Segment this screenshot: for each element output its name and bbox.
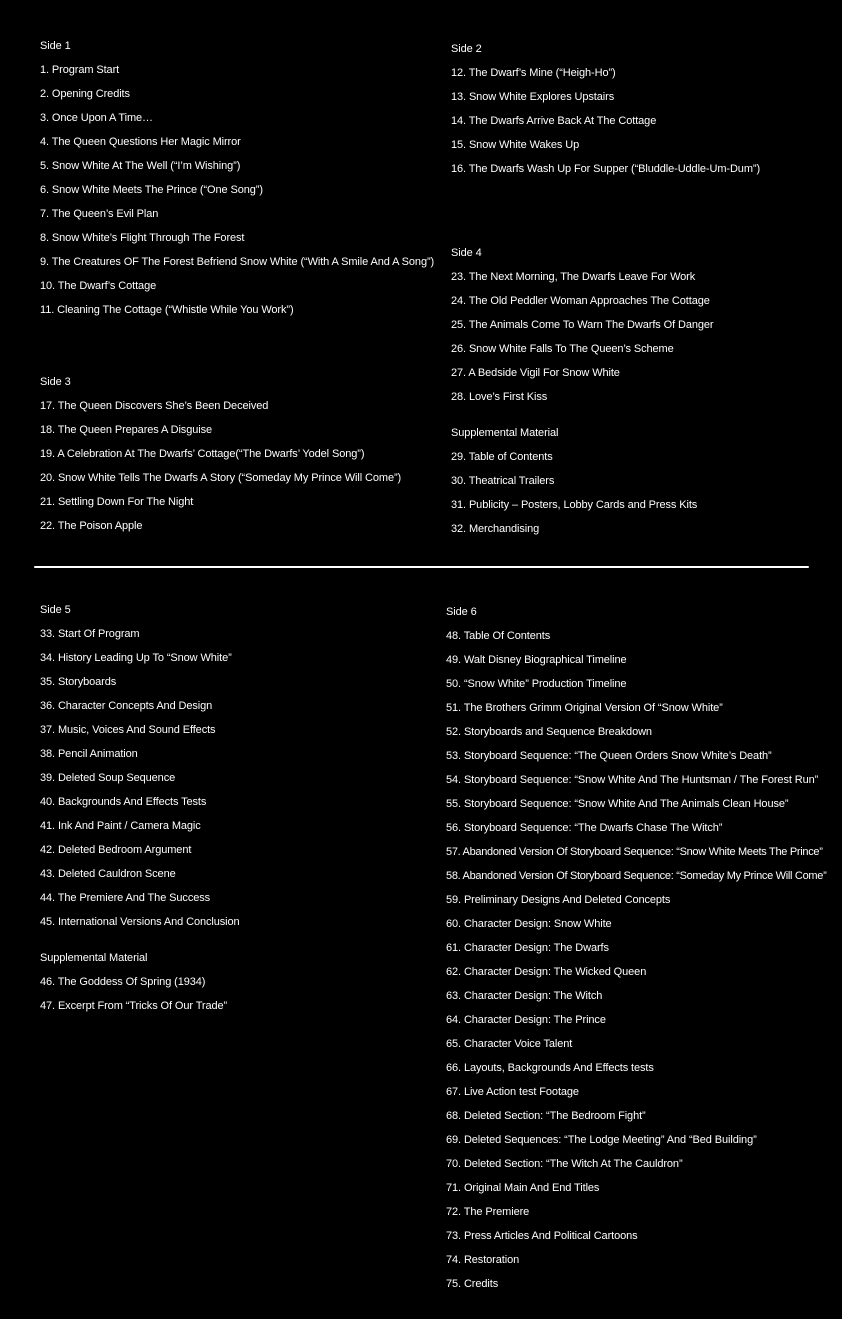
supplemental-item: 47. Excerpt From “Tricks Of Our Trade” [40, 1000, 228, 1012]
side3-heading: Side 3 [40, 376, 71, 388]
chapter-item: 21. Settling Down For The Night [40, 496, 194, 508]
chapter-item: 64. Character Design: The Prince [446, 1014, 606, 1026]
chapter-item: 25. The Animals Come To Warn The Dwarfs Of Danger [451, 319, 714, 331]
chapter-item: 6. Snow White Meets The Prince (“One Song”) [40, 184, 263, 196]
chapter-item: 67. Live Action test Footage [446, 1086, 579, 1098]
chapter-item: 68. Deleted Section: “The Bedroom Fight” [446, 1110, 646, 1122]
chapter-item: 73. Press Articles And Political Cartoons [446, 1230, 638, 1242]
chapter-item: 22. The Poison Apple [40, 520, 143, 532]
chapter-item: 42. Deleted Bedroom Argument [40, 844, 192, 856]
chapter-item: 49. Walt Disney Biographical Timeline [446, 654, 627, 666]
chapter-item: 36. Character Concepts And Design [40, 700, 213, 712]
chapter-item: 58. Abandoned Version Of Storyboard Sequence: “Someday My Prince Will Come” [446, 870, 827, 882]
chapter-item: 8. Snow White’s Flight Through The Forest [40, 232, 245, 244]
chapter-item: 26. Snow White Falls To The Queen’s Scheme [451, 343, 674, 355]
chapter-item: 15. Snow White Wakes Up [451, 139, 580, 151]
chapter-item: 7. The Queen’s Evil Plan [40, 208, 159, 220]
chapter-item: 69. Deleted Sequences: “The Lodge Meeting” And “Bed Building” [446, 1134, 757, 1146]
chapter-item: 53. Storyboard Sequence: “The Queen Orders Snow White’s Death” [446, 750, 772, 762]
side5-heading: Side 5 [40, 604, 71, 616]
side4-heading: Side 4 [451, 247, 482, 259]
chapter-item: 14. The Dwarfs Arrive Back At The Cottage [451, 115, 657, 127]
side3-section [40, 370, 401, 538]
chapter-item: 59. Preliminary Designs And Deleted Concepts [446, 894, 671, 906]
chapter-item: 27. A Bedside Vigil For Snow White [451, 367, 620, 379]
chapter-item: 62. Character Design: The Wicked Queen [446, 966, 647, 978]
side2-heading: Side 2 [451, 43, 482, 55]
chapter-item: 3. Once Upon A Time… [40, 112, 153, 124]
chapter-item: 41. Ink And Paint / Camera Magic [40, 820, 201, 832]
chapter-item: 20. Snow White Tells The Dwarfs A Story (“Someday My Prince Will Come”) [40, 472, 402, 484]
side6-heading: Side 6 [446, 606, 477, 618]
side4-section [451, 241, 713, 541]
chapter-item: 72. The Premiere [446, 1206, 530, 1218]
chapter-item: 24. The Old Peddler Woman Approaches The Cottage [451, 295, 710, 307]
chapter-item: 57. Abandoned Version Of Storyboard Sequence: “Snow White Meets The Prince” [446, 846, 823, 858]
side1-section [40, 34, 434, 322]
chapter-item: 71. Original Main And End Titles [446, 1182, 600, 1194]
supplemental-item: 32. Merchandising [451, 523, 540, 535]
chapter-item: 65. Character Voice Talent [446, 1038, 573, 1050]
chapter-item: 23. The Next Morning, The Dwarfs Leave For Work [451, 271, 696, 283]
supplemental-heading: Supplemental Material [451, 427, 559, 439]
chapter-item: 11. Cleaning The Cottage (“Whistle While You Work”) [40, 304, 294, 316]
chapter-item: 38. Pencil Animation [40, 748, 138, 760]
divider-line [34, 566, 809, 568]
chapter-item: 44. The Premiere And The Success [40, 892, 211, 904]
supplemental-item: 29. Table of Contents [451, 451, 553, 463]
chapter-item: 66. Layouts, Backgrounds And Effects tests [446, 1062, 654, 1074]
supplemental-heading: Supplemental Material [40, 952, 148, 964]
supplemental-item: 31. Publicity – Posters, Lobby Cards and Press Kits [451, 499, 698, 511]
chapter-item: 28. Love’s First Kiss [451, 391, 548, 403]
chapter-item: 4. The Queen Questions Her Magic Mirror [40, 136, 241, 148]
chapter-item: 56. Storyboard Sequence: “The Dwarfs Chase The Witch” [446, 822, 723, 834]
chapter-item: 52. Storyboards and Sequence Breakdown [446, 726, 652, 738]
chapter-item: 75. Credits [446, 1278, 499, 1290]
chapter-item: 63. Character Design: The Witch [446, 990, 603, 1002]
supplemental-item: 30. Theatrical Trailers [451, 475, 555, 487]
chapter-item: 43. Deleted Cauldron Scene [40, 868, 176, 880]
chapter-item: 10. The Dwarf’s Cottage [40, 280, 157, 292]
side2-section [451, 37, 760, 181]
chapter-item: 18. The Queen Prepares A Disguise [40, 424, 212, 436]
chapter-item: 51. The Brothers Grimm Original Version Of “Snow White” [446, 702, 723, 714]
side6-section [446, 600, 826, 1296]
chapter-item: 35. Storyboards [40, 676, 117, 688]
chapter-item: 61. Character Design: The Dwarfs [446, 942, 609, 954]
side5-section [40, 598, 240, 1018]
chapter-item: 70. Deleted Section: “The Witch At The Cauldron” [446, 1158, 683, 1170]
chapter-item: 12. The Dwarf’s Mine (“Heigh-Ho”) [451, 67, 616, 79]
chapter-item: 48. Table Of Contents [446, 630, 551, 642]
chapter-item: 5. Snow White At The Well (“I’m Wishing”) [40, 160, 241, 172]
chapter-item: 19. A Celebration At The Dwarfs’ Cottage(“The Dwarfs’ Yodel Song”) [40, 448, 365, 460]
chapter-item: 74. Restoration [446, 1254, 520, 1266]
chapter-item: 33. Start Of Program [40, 628, 140, 640]
chapter-item: 17. The Queen Discovers She’s Been Deceived [40, 400, 269, 412]
chapter-item: 40. Backgrounds And Effects Tests [40, 796, 207, 808]
chapter-item: 45. International Versions And Conclusion [40, 916, 240, 928]
chapter-item: 13. Snow White Explores Upstairs [451, 91, 615, 103]
chapter-item: 37. Music, Voices And Sound Effects [40, 724, 216, 736]
chapter-item: 9. The Creatures OF The Forest Befriend Snow White (“With A Smile And A Song”) [40, 256, 435, 268]
chapter-item: 1. Program Start [40, 64, 120, 76]
chapter-item: 39. Deleted Soup Sequence [40, 772, 176, 784]
side1-heading: Side 1 [40, 40, 71, 52]
chapter-item: 16. The Dwarfs Wash Up For Supper (“Bluddle-Uddle-Um-Dum”) [451, 163, 761, 175]
chapter-item: 55. Storyboard Sequence: “Snow White And The Animals Clean House” [446, 798, 789, 810]
supplemental-item: 46. The Goddess Of Spring (1934) [40, 976, 206, 988]
chapter-item: 60. Character Design: Snow White [446, 918, 612, 930]
chapter-item: 2. Opening Credits [40, 88, 130, 100]
chapter-item: 34. History Leading Up To “Snow White” [40, 652, 232, 664]
chapter-item: 54. Storyboard Sequence: “Snow White And The Huntsman / The Forest Run” [446, 774, 819, 786]
chapter-item: 50. “Snow White” Production Timeline [446, 678, 627, 690]
